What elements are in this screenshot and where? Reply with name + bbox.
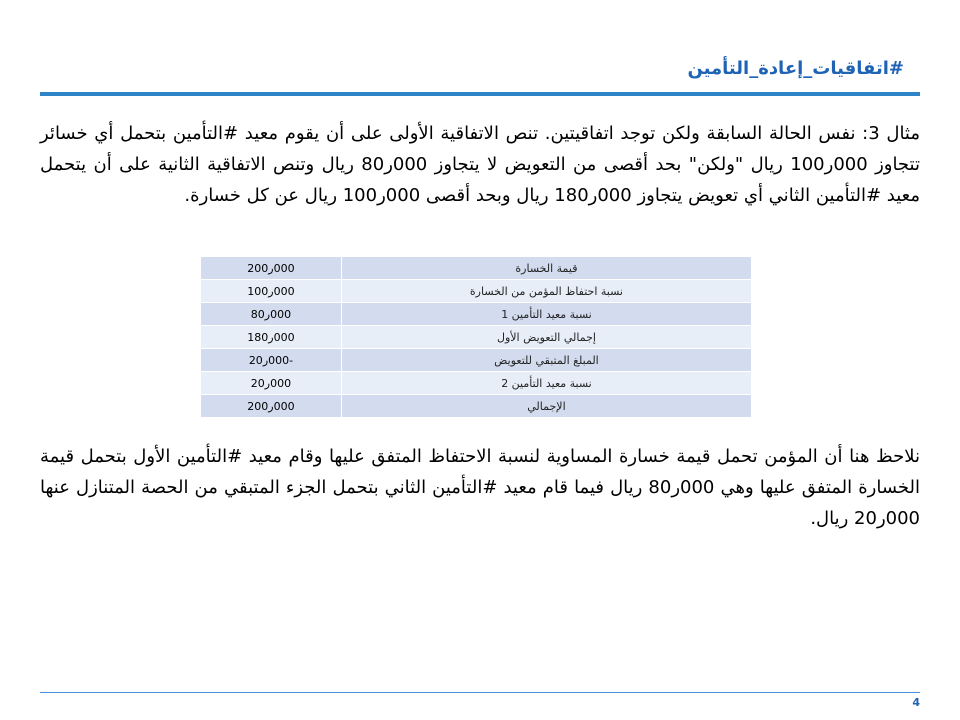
table-row [201, 349, 752, 372]
table-row [201, 372, 752, 395]
claims-table [200, 256, 752, 418]
table-row [201, 326, 752, 349]
row-label: إجمالي التعويض الأول [341, 326, 751, 349]
row-value: 000ر20 [201, 372, 342, 395]
table-row [201, 395, 752, 418]
observation-paragraph: نلاحظ هنا أن المؤمن تحمل قيمة خسارة المساوية لنسبة الاحتفاظ المتفق عليها وقام معيد #التأمين الأول بتحمل قيمة الخسارة المتفق عليها وهي 000ر80 ريال فيما قام معيد #التأمين الثاني بتحمل الجزء المتبقي من الحصة المتنازل عنها 000ر20 ريال. [40, 446, 920, 529]
title-divider [40, 92, 920, 96]
row-label: الإجمالي [341, 395, 751, 418]
row-label: نسبة معيد التأمين 1 [341, 303, 751, 326]
page-title: #اتفاقيات_إعادة_التأمين [687, 58, 904, 79]
row-value: 000ر200 [201, 395, 342, 418]
row-value: 000ر80 [201, 303, 342, 326]
table-row [201, 257, 752, 280]
row-label: المبلغ المتبقي للتعويض [341, 349, 751, 372]
footer-divider [40, 692, 920, 693]
row-value: 000ر100 [201, 280, 342, 303]
table-row [201, 303, 752, 326]
table-row [201, 280, 752, 303]
example-paragraph: مثال 3: نفس الحالة السابقة ولكن توجد اتفاقيتين. تنص الاتفاقية الأولى على أن يقوم معيد #التأمين بتحمل أي خسائر تتجاوز 000ر100 ريال "ولكن" بحد أقصى من التعويض لا يتجاوز 000ر80 ريال وتنص الاتفاقية الثانية على أن يتحمل معيد #التأمين الثاني أي تعويض يتجاوز 000ر180 ريال وبحد أقصى 000ر100 ريال عن كل خسارة. [40, 123, 920, 206]
page-number: 4 [912, 696, 920, 709]
row-label: نسبة معيد التأمين 2 [341, 372, 751, 395]
row-value: 000ر180 [201, 326, 342, 349]
row-value: -000ر20 [201, 349, 342, 372]
row-label: نسبة احتفاظ المؤمن من الخسارة [341, 280, 751, 303]
row-value: 000ر200 [201, 257, 342, 280]
row-label: قيمة الخسارة [341, 257, 751, 280]
